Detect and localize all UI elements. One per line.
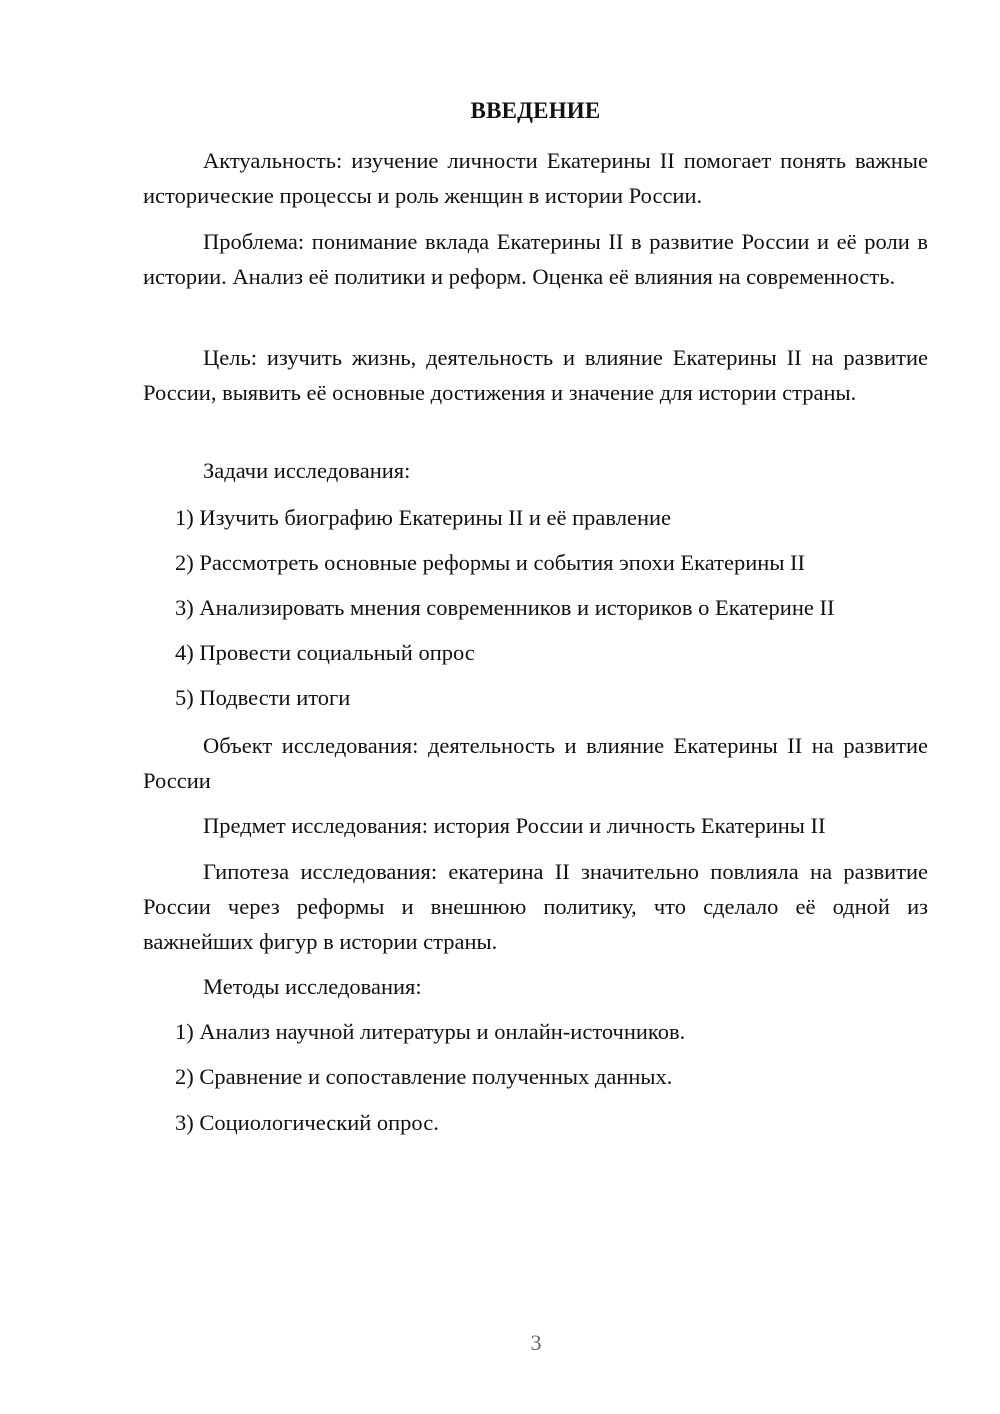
tasks-heading: Задачи исследования: bbox=[203, 458, 411, 483]
relevance-paragraph: Актуальность: изучение личности Екатерины II помогает понять важные исторические процессы и роль женщин в истории России. bbox=[143, 148, 928, 208]
method-item: 2) Сравнение и сопоставление полученных данных. bbox=[175, 1064, 673, 1089]
page-number: 3 bbox=[530, 1330, 542, 1355]
task-item: 5) Подвести итоги bbox=[175, 685, 351, 710]
object-paragraph: Объект исследования: деятельность и влияние Екатерины II на развитие России bbox=[143, 733, 928, 793]
method-item: 1) Анализ научной литературы и онлайн-источников. bbox=[175, 1019, 686, 1044]
subject-paragraph: Предмет исследования: история России и личность Екатерины II bbox=[203, 813, 826, 838]
problem-paragraph: Проблема: понимание вклада Екатерины II в развитие России и её роли в истории. Анализ её политики и реформ. Оценка её влияния на современность. bbox=[143, 229, 928, 289]
task-item: 1) Изучить биографию Екатерины II и её правление bbox=[175, 505, 672, 530]
hypothesis-paragraph: Гипотеза исследования: екатерина II значительно повлияла на развитие России через реформы и внешнюю политику, что сделало её одной из важнейших фигур в истории страны. bbox=[143, 859, 928, 954]
task-item: 4) Провести социальный опрос bbox=[175, 640, 475, 665]
goal-paragraph: Цель: изучить жизнь, деятельность и влияние Екатерины II на развитие России, выявить её основные достижения и значение для истории страны. bbox=[143, 345, 928, 405]
task-item: 3) Анализировать мнения современников и историков о Екатерине II bbox=[175, 595, 835, 620]
methods-heading: Методы исследования: bbox=[203, 974, 422, 999]
method-item: 3) Социологический опрос. bbox=[175, 1110, 439, 1135]
task-item: 2) Рассмотреть основные реформы и события эпохи Екатерины II bbox=[175, 550, 806, 575]
page-title: ВВЕДЕНИЕ bbox=[470, 98, 601, 123]
